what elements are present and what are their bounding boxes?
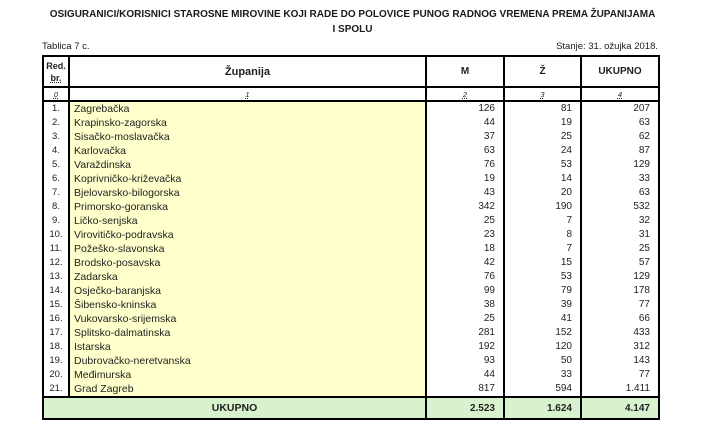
male-value: 126: [426, 101, 504, 116]
row-number: 10.: [43, 228, 69, 242]
meta-row: [42, 41, 658, 52]
male-value: 25: [426, 214, 504, 228]
county-name: Virovitičko-podravska: [69, 228, 426, 242]
row-number: 11.: [43, 242, 69, 256]
county-name: Krapinsko-zagorska: [69, 116, 426, 130]
total-value: 62: [581, 130, 659, 144]
table-row: [43, 200, 659, 214]
total-male-value: 2.523: [426, 397, 504, 419]
row-number: 15.: [43, 298, 69, 312]
row-number: 7.: [43, 186, 69, 200]
total-value: 66: [581, 312, 659, 326]
row-number: 5.: [43, 158, 69, 172]
header-male: M: [426, 56, 504, 87]
row-number: 2.: [43, 116, 69, 130]
female-value: 120: [504, 340, 581, 354]
county-name: Karlovačka: [69, 144, 426, 158]
row-number: 18.: [43, 340, 69, 354]
female-value: 50: [504, 354, 581, 368]
total-value: 31: [581, 228, 659, 242]
table-row: [43, 354, 659, 368]
subheader-col3: 3: [504, 87, 581, 101]
total-value: 87: [581, 144, 659, 158]
total-value: 532: [581, 200, 659, 214]
table-row: [43, 228, 659, 242]
table-row: [43, 368, 659, 382]
male-value: 44: [426, 116, 504, 130]
table-row: [43, 326, 659, 340]
county-name: Vukovarsko-srijemska: [69, 312, 426, 326]
female-value: 19: [504, 116, 581, 130]
county-name: Ličko-senjska: [69, 214, 426, 228]
table-row: [43, 298, 659, 312]
total-value: 63: [581, 116, 659, 130]
male-value: 19: [426, 172, 504, 186]
female-value: 39: [504, 298, 581, 312]
total-value: 312: [581, 340, 659, 354]
table-row: [43, 214, 659, 228]
subheader-col2: 2: [426, 87, 504, 101]
total-value: 433: [581, 326, 659, 340]
subheader-col1: 1: [69, 87, 426, 101]
total-value: 207: [581, 101, 659, 116]
header-total: UKUPNO: [581, 56, 659, 87]
female-value: 25: [504, 130, 581, 144]
female-value: 190: [504, 200, 581, 214]
total-value: 77: [581, 368, 659, 382]
female-value: 24: [504, 144, 581, 158]
male-value: 93: [426, 354, 504, 368]
male-value: 342: [426, 200, 504, 214]
table-row: [43, 101, 659, 116]
male-value: 37: [426, 130, 504, 144]
row-number: 8.: [43, 200, 69, 214]
female-value: 14: [504, 172, 581, 186]
male-value: 38: [426, 298, 504, 312]
row-number: 16.: [43, 312, 69, 326]
male-value: 43: [426, 186, 504, 200]
subheader-col4: 4: [581, 87, 659, 101]
table-row: [43, 158, 659, 172]
document-title-line2: I SPOLU: [332, 24, 373, 35]
county-name: Zagrebačka: [69, 101, 426, 116]
female-value: 41: [504, 312, 581, 326]
subheader-row: [43, 87, 659, 101]
female-value: 79: [504, 284, 581, 298]
male-value: 25: [426, 312, 504, 326]
county-name: Sisačko-moslavačka: [69, 130, 426, 144]
county-name: Grad Zagreb: [69, 382, 426, 397]
county-name: Međimurska: [69, 368, 426, 382]
table-row: [43, 284, 659, 298]
table-row: [43, 270, 659, 284]
row-number: 1.: [43, 101, 69, 116]
row-number: 4.: [43, 144, 69, 158]
male-value: 76: [426, 158, 504, 172]
county-name: Koprivničko-križevačka: [69, 172, 426, 186]
table-row: [43, 340, 659, 354]
county-name: Požeško-slavonska: [69, 242, 426, 256]
table-row: [43, 116, 659, 130]
document-title-line1: OSIGURANICI/KORISNICI STAROSNE MIROVINE KOJI RADE DO POLOVICE PUNOG RADNOG VREMENA PREMA ŽUPANIJAMA: [49, 9, 656, 20]
row-number: 14.: [43, 284, 69, 298]
header-female: Ž: [504, 56, 581, 87]
county-name: Osječko-baranjska: [69, 284, 426, 298]
row-number: 12.: [43, 256, 69, 270]
total-value: 129: [581, 270, 659, 284]
total-value: 77: [581, 298, 659, 312]
table-row: [43, 130, 659, 144]
male-value: 281: [426, 326, 504, 340]
male-value: 192: [426, 340, 504, 354]
female-value: 81: [504, 101, 581, 116]
county-name: Zadarska: [69, 270, 426, 284]
male-value: 42: [426, 256, 504, 270]
row-number: 6.: [43, 172, 69, 186]
row-number: 19.: [43, 354, 69, 368]
female-value: 53: [504, 158, 581, 172]
table-row: [43, 256, 659, 270]
total-value: 129: [581, 158, 659, 172]
county-name: Istarska: [69, 340, 426, 354]
table-row: [43, 242, 659, 256]
row-number: 21.: [43, 382, 69, 397]
female-value: 7: [504, 214, 581, 228]
total-value: 63: [581, 186, 659, 200]
row-number: 13.: [43, 270, 69, 284]
female-value: 20: [504, 186, 581, 200]
table-row: [43, 144, 659, 158]
female-value: 594: [504, 382, 581, 397]
county-name: Šibensko-kninska: [69, 298, 426, 312]
county-name: Dubrovačko-neretvanska: [69, 354, 426, 368]
male-value: 76: [426, 270, 504, 284]
male-value: 817: [426, 382, 504, 397]
table-body: [43, 101, 659, 397]
male-value: 99: [426, 284, 504, 298]
total-value: 1.411: [581, 382, 659, 397]
subheader-col0: 0: [43, 87, 69, 101]
female-value: 53: [504, 270, 581, 284]
header-row-number-line2: br.: [50, 72, 62, 83]
header-row: [43, 56, 659, 87]
female-value: 7: [504, 242, 581, 256]
row-number: 20.: [43, 368, 69, 382]
table-row: [43, 172, 659, 186]
total-value: 57: [581, 256, 659, 270]
total-female-value: 1.624: [504, 397, 581, 419]
row-number: 17.: [43, 326, 69, 340]
header-county: Županija: [69, 56, 426, 87]
male-value: 44: [426, 368, 504, 382]
table-row: [43, 186, 659, 200]
table-number-label: Tablica 7 c.: [42, 41, 90, 52]
table-row: [43, 382, 659, 397]
male-value: 18: [426, 242, 504, 256]
county-name: Splitsko-dalmatinska: [69, 326, 426, 340]
county-name: Bjelovarsko-bilogorska: [69, 186, 426, 200]
total-row: [43, 397, 659, 419]
female-value: 152: [504, 326, 581, 340]
total-value: 33: [581, 172, 659, 186]
statistics-table: [42, 55, 660, 420]
row-number: 3.: [43, 130, 69, 144]
row-number: 9.: [43, 214, 69, 228]
document-title: [0, 0, 705, 37]
total-value: 178: [581, 284, 659, 298]
total-total-value: 4.147: [581, 397, 659, 419]
county-name: Varaždinska: [69, 158, 426, 172]
male-value: 23: [426, 228, 504, 242]
total-value: 25: [581, 242, 659, 256]
female-value: 15: [504, 256, 581, 270]
header-row-number-line1: Red.: [46, 60, 66, 71]
status-date-label: Stanje: 31. ožujka 2018.: [556, 41, 658, 52]
county-name: Brodsko-posavska: [69, 256, 426, 270]
female-value: 33: [504, 368, 581, 382]
header-row-number: [43, 56, 69, 87]
table-row: [43, 312, 659, 326]
male-value: 63: [426, 144, 504, 158]
total-row-label: UKUPNO: [43, 397, 426, 419]
county-name: Primorsko-goranska: [69, 200, 426, 214]
female-value: 8: [504, 228, 581, 242]
total-value: 32: [581, 214, 659, 228]
total-value: 143: [581, 354, 659, 368]
